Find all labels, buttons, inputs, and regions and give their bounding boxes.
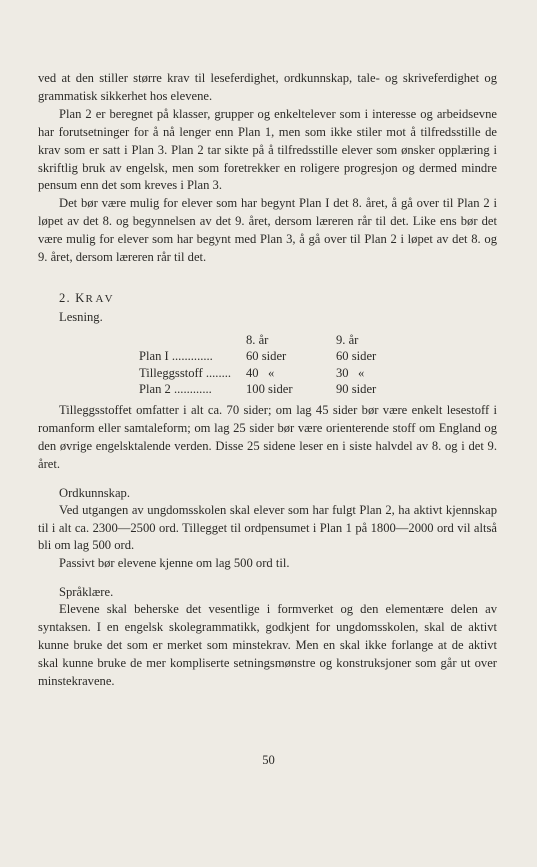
subheading-ordkunnskap: Ordkunnskap. [59, 485, 131, 500]
cell-year8: 60 sider [246, 349, 287, 364]
table-header-row [38, 332, 406, 349]
section-number: 2. [59, 290, 71, 305]
reading-pages-table [38, 332, 406, 398]
paragraph-plan2: Plan 2 er beregnet på klasser, grupper og enkeltelever som i interesse og arbeidsevne har forutsetninger for å nå lenger enn Plan 1, men som ikke stiler mot å tilfredsstille de krav som er satt i Plan 3. Plan 2 tar sikte på å tilfredsstille elever som ønsker opplæring i skriftlig bruk av engelsk, men som foretrekker en roligere progresjon og dermed mindre pensum enn det som kreves i Plan 3. [38, 106, 497, 193]
table-row [38, 381, 406, 398]
row-leader-dots: ........ [202, 365, 232, 380]
subheading-lesning: Lesning. [59, 309, 103, 324]
column-header-9: 9. år [336, 332, 359, 347]
paragraph-intro: ved at den stiller større krav til leseferdighet, ordkunnskap, tale- og skriveferdighet og grammatisk sikkerhet hos elevene. [38, 71, 497, 103]
paragraph-spraklaere: Elevene skal beherske det vesentlige i formverket og den elementære delen av syntaksen. I en engelsk skolegrammatikk, godkjent for ungdomsskolen, skal de aktivt kunne bruke det som er merket som minstekrav. Men en skal ikke forlange at de aktivt skal kunne bruke de mer kompliserte setningsmønstre og konstruksjoner som går ut over minstekravene. [38, 602, 497, 688]
paragraph-tilleggsstoff: Tilleggsstoffet omfatter i alt ca. 70 sider; om lag 45 sider bør være enkelt lesestoff i romanform eller samtaleform; om lag 25 sider bør være orienterende stoff om England og den øvrige engelsktalende verden. Disse 25 sidene leser en i siste halvdel av 8. og i det 9. året. [38, 402, 497, 471]
cell-year9: 60 sider [336, 349, 377, 364]
row-label: Plan 2 [139, 382, 171, 397]
table-row [38, 365, 406, 382]
column-header-8: 8. år [246, 332, 269, 347]
page-number: 50 [262, 753, 275, 767]
paragraph-ordkunnskap: Ved utgangen av ungdomsskolen skal elever som har fulgt Plan 2, ha aktivt kjennskap til i alt ca. 2300—2500 ord. Tillegget til ordpensumet i Plan 1 på 1800—2000 ord vil altså bli om lag 500 ord. [38, 502, 497, 553]
subheading-spraklaere: Språklære. [59, 585, 114, 600]
table-row [38, 348, 406, 365]
row-leader-dots: ............. [168, 349, 213, 364]
cell-year9: 90 sider [336, 382, 377, 397]
cell-year8: 40 « [246, 365, 275, 380]
cell-year8: 100 sider [246, 382, 293, 397]
section-title-initial: K [75, 290, 86, 305]
row-label: Tilleggsstoff [139, 365, 203, 380]
cell-year9: 30 « [336, 365, 365, 380]
row-leader-dots: ............ [170, 382, 212, 397]
paragraph-passivt: Passivt bør elevene kjenne om lag 500 ord til. [59, 556, 290, 571]
row-label: Plan I [139, 349, 169, 364]
paragraph-transition: Det bør være mulig for elever som har begynt Plan I det 8. året, å gå over til Plan 2 i løpet av det 8. og begynnelsen av det 9. året, dersom læreren rår til det. Like ens bør det være mulig for elever som har begynt med Plan 3, å gå over til Plan 2 i løpet av det 8. og 9. året, dersom læreren rår til det. [38, 196, 497, 265]
section-heading-krav [38, 289, 497, 308]
section-title-rest: RAV [85, 292, 116, 305]
